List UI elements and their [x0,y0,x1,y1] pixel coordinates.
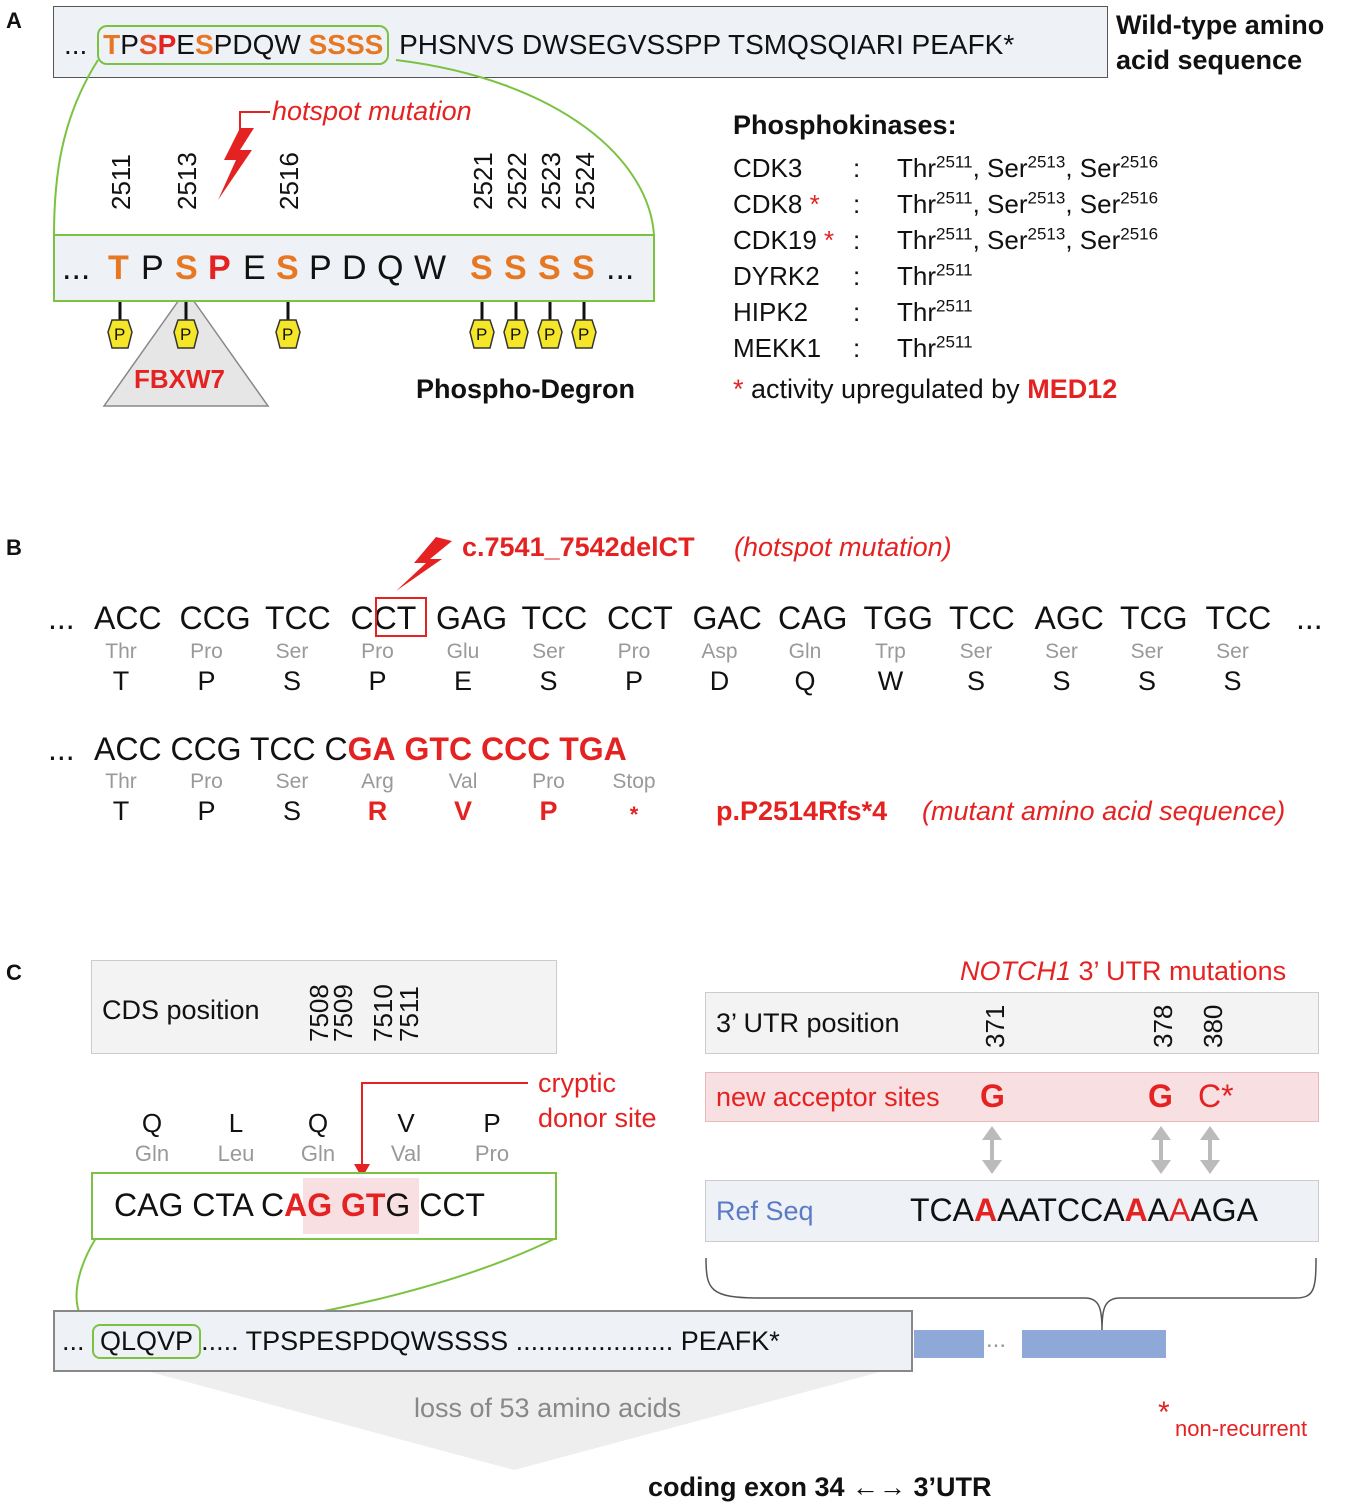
pos-2522: 2522 [502,152,532,210]
degron-S2522: S [504,249,527,287]
refseq-sequence [910,1192,1258,1229]
pos-2524: 2524 [570,152,600,210]
kinase-site: Thr$^{2511}$ [897,188,973,219]
panel-c-letter: C [6,960,22,985]
degron-S2516: S [276,249,299,287]
cryptic-label [538,1066,657,1136]
degron-prefix: ... [62,249,91,287]
kinase-site-position: 2516 [1120,152,1159,171]
cryptic-line1: cryptic [538,1068,617,1098]
acceptor-371: G [980,1078,1005,1114]
kinase-site-position: 2511 [936,152,973,171]
wt-codon: CCG [179,600,251,636]
degron-Q2519: Q [377,249,404,287]
degron-T2511: T [108,249,129,287]
wt-res: D [232,29,253,60]
wt-aa3: Ser [275,640,309,663]
kinase-site-position: 2511 [936,188,973,207]
degron-S2523: S [538,249,561,287]
wt-res-S2523: S [345,29,365,60]
wt-res-S2522: S [327,29,346,60]
mut-codon: TCC [249,731,316,767]
refseq-part: A [1147,1192,1169,1228]
utr-title-rest: 3’ UTR mutations [1078,956,1287,986]
wt-aa1: S [966,666,985,696]
nonrec-text: non-recurrent [1175,1416,1308,1441]
mut-aa1: V [453,796,472,826]
cds-dna-post: G CCT [385,1187,485,1223]
mut-codon-red: GA [347,731,396,767]
mut-codon-stop: TGA [559,731,627,767]
mut-codon: ACC [94,731,162,767]
wt-aa3: Ser [532,640,565,663]
kinase-colon: : [853,260,861,291]
wt-aa3: Ser [1045,640,1078,663]
kinase-site-position: 2513 [1027,152,1066,171]
mut-aa3: Arg [361,770,394,793]
wt-aa3: Pro [617,640,651,663]
kinase-sep: , [972,152,988,183]
mut-aa3: Stop [612,770,656,793]
mut-aa3: Thr [105,770,137,793]
kinase-colon: : [853,332,861,363]
utr-pos-380: 380 [1198,1004,1228,1048]
wt-aa1: Q [794,666,816,696]
wt-res-S2513: S [138,29,158,60]
wt-aa3: Pro [361,640,394,663]
kinase-site: Thr$^{2511}$ [897,224,973,255]
pos-2516: 2516 [274,152,304,210]
refseq-part: AATCCA [997,1192,1125,1228]
kinase-site: Thr$^{2511}$ [897,332,973,363]
mut-aa1: P [539,796,558,826]
mut-aa3: Ser [275,770,309,793]
kinase-site-position: 2511 [936,332,973,351]
wt-aa3: Ser [959,640,993,663]
wt-res-P2514: P [157,29,177,60]
kinase-site: Thr$^{2511}$ [897,152,973,183]
kinase-site-position: 2511 [936,260,973,279]
wt-aa3: Ser [1216,640,1249,663]
wt-label-line2: acid sequence [1116,45,1303,75]
kinase-site: Ser$^{2516}$ [1079,152,1159,183]
mut-codon-red: CCC [480,731,551,767]
utr-title-gene: NOTCH1 [960,956,1072,986]
protein-qlqvp: QLQVP [92,1324,201,1359]
degron-P2517: P [309,249,332,287]
wt-aa1: P [368,666,387,696]
wt-res-S2516: S [194,29,214,60]
wt-aa3: Pro [190,640,223,663]
wt-res: P [213,29,233,60]
utr-pos-378: 378 [1148,1004,1178,1048]
wt-res-S2521: S [308,29,328,60]
kinase-site-position: 2516 [1120,188,1159,207]
degron-S2521: S [470,249,493,287]
kinase-site: Ser$^{2516}$ [1079,188,1159,219]
wt-aa1: D [709,666,730,696]
cds-aa3: Pro [474,1141,510,1166]
phospho-label: P [180,325,192,344]
cds-aa3: Gln [300,1141,336,1166]
wt-codon: CCT [350,600,417,636]
kinase-site-position: 2516 [1120,224,1159,243]
kinase-name: HIPK2 [733,296,809,327]
wt-res: Q [252,29,275,60]
footnote-star: * [733,374,744,404]
phospho-degron-label: Phospho-Degron [416,374,635,404]
utr-segment-2 [1022,1330,1166,1358]
degron-D2518: D [342,249,367,287]
wt-codon: TGG [863,600,933,636]
acceptor-380: C* [1198,1078,1234,1114]
utr-pos-371: 371 [980,1004,1010,1048]
mut-codon-red: GTC [404,731,473,767]
kinase-site: Ser$^{2513}$ [987,188,1066,219]
wt-aa1: T [112,666,130,696]
loss-label: loss of 53 amino acids [414,1393,682,1423]
kinase-site-position: 2513 [1027,224,1066,243]
wt-aa3: Gln [788,640,822,663]
nonrecurrent-note [1158,1396,1170,1430]
kinase-sep: , [1065,152,1080,183]
cds-dna-cryptic: AG GT [284,1187,386,1223]
acceptor-378: G [1148,1078,1173,1114]
protein-sequence [62,1324,780,1359]
cds-dna [114,1187,485,1224]
kinase-site: Ser$^{2513}$ [987,224,1066,255]
cds-aa3: Val [390,1141,422,1166]
wt-prefix: ... [64,29,88,60]
mut-aa3: Pro [532,770,565,793]
utr-segment-1 [914,1330,984,1358]
kinase-star: * [802,188,820,219]
wt-res-S2524: S [364,29,384,60]
kinase-colon: : [853,224,861,255]
mutation-name: c.7541_7542delCT [462,532,695,562]
mut-aa3: Val [448,770,478,793]
degron-P2512: P [141,249,164,287]
wt-aa3: Ser [1130,640,1164,663]
kinase-sep: , [972,224,988,255]
cds-pos-7509: 7509 [328,984,358,1042]
kinase-sep: , [972,188,988,219]
wt-codon: TCC [1205,600,1272,636]
wt-rest: PHSNVS DWSEGVSSPP TSMQSQIARI PEAFK* [399,29,1015,60]
panel-a-letter: A [6,8,22,33]
protein-note: (mutant amino acid sequence) [922,796,1286,826]
refseq-part: TCA [910,1192,974,1228]
cds-dna-pre: CAG CTA C [114,1187,285,1223]
kinase-site: Thr$^{2511}$ [897,296,973,327]
cds-aa3: Gln [134,1141,170,1166]
pos-2523: 2523 [536,152,566,210]
pos-2521: 2521 [468,152,498,210]
degron-W2520: W [414,249,447,287]
kinase-site-position: 2511 [936,224,973,243]
kinase-site-position: 2511 [936,296,973,315]
wt-codon: ACC [94,600,162,636]
mutation-note: (hotspot mutation) [734,532,952,562]
kinase-star: * [816,224,835,255]
double-arrow-371 [982,1126,1002,1174]
phospho-label: P [282,325,294,344]
utr-gap: ... [986,1326,1007,1353]
refseq-A380: A [1168,1192,1191,1228]
cds-pos-7508: 7508 [304,984,334,1042]
protein-rest: ..... TPSPESPDQWSSSS ..................... PEAFK* [201,1326,780,1356]
wt-codon: CCT [607,600,673,636]
wt-codon: AGC [1034,600,1104,636]
cds-aa1: L [228,1108,244,1138]
refseq-A378: A [1124,1192,1148,1228]
cryptic-line2: donor site [538,1103,657,1133]
degron-suffix: ... [606,249,635,287]
pos-2511: 2511 [106,154,136,210]
kinase-site: Ser$^{2516}$ [1079,224,1159,255]
kinase-name: CDK19 * [733,224,835,255]
fbxw7-label: FBXW7 [134,364,225,394]
mut-aa1: S [282,796,301,826]
footnote-text: activity upregulated by [751,374,1020,404]
mut-codon: CCG [170,731,242,767]
wt-codon: GAG [436,600,508,636]
kinase-site: Thr$^{2511}$ [897,260,973,291]
kinases-title: Phosphokinases: [733,110,957,140]
kinase-site-position: 2513 [1027,188,1066,207]
wt-codon: TCC [265,600,331,636]
wt-aa3: Glu [446,640,480,663]
protein-change: p.P2514Rfs*4 [716,796,888,826]
nonrec-star: * [1158,1396,1170,1429]
wt-res: P [120,29,139,60]
kinase-colon: : [853,152,861,183]
wt-aa1: S [1223,666,1242,696]
cds-pos-7510: 7510 [368,984,398,1042]
degron-P2514: P [208,249,231,287]
protein-prefix: ... [62,1326,85,1356]
mut-aa1: T [112,796,130,826]
wt-aa1: W [877,666,904,696]
cds-aa1: V [397,1108,415,1138]
cds-aa3: Leu [217,1141,255,1166]
wt-aa3: Asp [701,640,738,663]
wt-codon: TCG [1120,600,1188,636]
kinase-colon: : [853,188,861,219]
kinase-name: MEKK1 [733,332,822,363]
kinase-site: Ser$^{2513}$ [987,152,1066,183]
wt-res-T2511: T [103,29,121,60]
cds-pos-7511: 7511 [394,986,424,1042]
kinase-name: DYRK2 [733,260,820,291]
wt-codon: GAC [692,600,762,636]
double-arrow-378 [1151,1126,1171,1174]
wt-codon: CAG [778,600,848,636]
wt-aa3: Thr [105,640,137,663]
footnote-gene: MED12 [1027,374,1118,404]
wt-aa1: P [624,666,643,696]
wt-res: W [274,29,301,60]
panel-b-letter: B [6,535,22,560]
kinase-name: CDK8 * [733,188,820,219]
degron-S2513: S [175,249,198,287]
mut-codon-prefix: ... [48,731,75,767]
degron-E2515: E [243,249,266,287]
phospho-label: P [510,325,522,344]
wt-aa3: Trp [875,640,906,663]
mut-aa1: * [629,802,639,827]
wt-aa1: E [453,666,472,696]
wt-aa1: S [539,666,558,696]
wt-codon-suffix: ... [1296,600,1323,636]
mut-codon-partial: C [324,731,348,767]
double-arrow-380 [1200,1126,1220,1174]
cds-aa1: P [483,1108,501,1138]
refseq-A371: A [974,1192,998,1228]
hotspot-label: hotspot mutation [272,96,472,126]
mut-aa1: R [367,796,388,826]
cds-aa1: Q [307,1108,329,1138]
exon-label: coding exon 34 ←→ 3’UTR [648,1472,992,1502]
refseq-part: AGA [1190,1192,1258,1228]
utr-label: 3’ UTR position [716,1008,900,1038]
kinase-sep: , [1065,224,1080,255]
pos-2513: 2513 [172,152,202,210]
wt-aa1: S [1052,666,1071,696]
phospho-label: P [114,325,126,344]
mut-aa1: P [197,796,216,826]
kinase-colon: : [853,296,861,327]
wt-codon-prefix: ... [48,600,75,636]
degron-S2524: S [572,249,595,287]
cds-label: CDS position [102,995,260,1025]
utr-title [960,956,1286,987]
phospho-label: P [578,325,590,344]
wt-label-line1: Wild-type amino [1116,10,1325,40]
wt-codon: TCC [521,600,588,636]
kinase-sep: , [1065,188,1080,219]
phospho-label: P [544,325,556,344]
refseq-label: Ref Seq [716,1196,814,1226]
wt-aa1: S [1137,666,1156,696]
cds-aa1: Q [141,1108,163,1138]
wt-res: E [176,29,195,60]
mut-aa3: Pro [190,770,223,793]
acceptor-label: new acceptor sites [716,1082,940,1112]
phospho-label: P [476,325,488,344]
wt-aa1: P [197,666,216,696]
wt-codon: TCC [949,600,1015,636]
wt-aa1: S [282,666,301,696]
kinase-name: CDK3 [733,152,803,183]
